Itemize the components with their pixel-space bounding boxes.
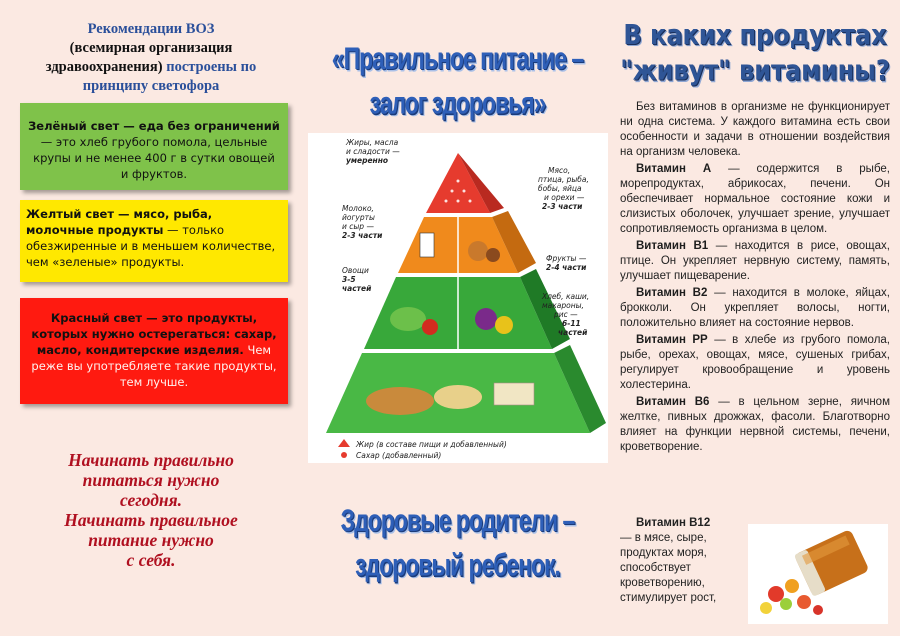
- right-column: [610, 0, 900, 636]
- vitamin-b1-text: — находится в рисе, овощах, птице. Он укрепляет нервную систему, память, улучшает пищеварение.: [620, 240, 890, 282]
- yellow-light-text: — только обезжиренные и в меньшем количестве, чем «зеленые» продукты.: [26, 223, 276, 269]
- legend-fat: Жир (в составе пищи и добавленный): [356, 440, 507, 449]
- call-line: питание нужно: [88, 530, 214, 550]
- vitamin-b1-name: Витамин В1: [636, 240, 709, 252]
- vitamin-b12-text: — в мясе, сыре, продуктах моря, способствует кроветворению, стимулирует рост,: [620, 532, 717, 604]
- vitamin-pp-text: — в хлебе из грубого помола, рыбе, орехах, овощах, мясе, сушеных грибах, регулирует кровообращение и уровень холестерина.: [620, 334, 890, 391]
- slogan-bottom-line: Здоровые родители –: [340, 502, 575, 538]
- red-light-box: [20, 298, 288, 404]
- label-grains: Хлеб, каши, макароны, рис — 6-11 частей: [542, 292, 590, 337]
- who-line-3: построены по принципу светофора: [82, 59, 257, 94]
- vitamins-title: [610, 17, 900, 88]
- who-heading: [20, 20, 282, 96]
- red-light-bold: сахар, масло, кондитерские изделия.: [36, 327, 277, 357]
- legend-sugar: Сахар (добавленный): [356, 451, 442, 460]
- label-meat: Мясо, птица, рыба, бобы, яйца и орехи — 2-3 части: [538, 166, 589, 211]
- vitamin-b1-paragraph: [620, 239, 890, 284]
- green-light-text: — это хлеб грубого помола, цельные крупы и не менее 400 г в сутки овощей и фруктов.: [33, 135, 275, 181]
- slogan-top-line: «Правильное питание –: [331, 40, 584, 76]
- vitamin-a-text: — содержится в рыбе, морепродуктах, абрикосах, печени. Он обеспечивает нормальное состояние кожи и слизистых оболочек, улучшает зрение, улучшает сопротивляемость организма в целом.: [620, 163, 890, 235]
- slogan-top-line: залог здоровья»: [369, 85, 546, 121]
- vitamin-a-name: Витамин А: [636, 163, 712, 175]
- call-line: сегодня.: [119, 490, 183, 510]
- vitamin-b2-paragraph: [620, 286, 890, 331]
- label-fats: Жиры, масла и сладости — умеренно: [346, 138, 400, 165]
- slogan-bottom-line: здоровый ребенок.: [355, 547, 560, 583]
- call-to-action: [20, 450, 282, 570]
- vitamin-b6-name: Витамин В6: [636, 396, 710, 408]
- vitamin-pills-image: [748, 524, 888, 624]
- green-light-box: [20, 103, 288, 190]
- label-fruits: Фрукты — 2-4 части: [546, 254, 587, 272]
- vitamin-pp-name: Витамин РР: [636, 334, 708, 346]
- who-line-1: Рекомендации ВОЗ: [87, 21, 215, 37]
- call-line: Начинать правильно: [68, 450, 234, 470]
- label-dairy: Молоко, йогурты и сыр — 2-3 части: [342, 204, 383, 240]
- label-veg: Овощи 3-5 частей: [342, 266, 372, 293]
- vitamin-b2-text: — находится в молоке, яйцах, брокколи. Он укрепляет волосы, ногти, положительно влияет на состояние нервов.: [620, 287, 890, 329]
- slogan-bottom: [310, 498, 605, 587]
- legend-sugar-icon: [341, 452, 347, 458]
- vitamin-a-paragraph: [620, 162, 890, 237]
- vitamin-b12-name: Витамин В12: [636, 517, 711, 529]
- vitamin-b6-paragraph: [620, 395, 890, 455]
- middle-column: [300, 0, 610, 636]
- vitamin-b12-paragraph: [620, 516, 745, 606]
- food-pyramid-illustration: [308, 133, 608, 463]
- green-light-title: Зелёный свет — еда без ограничений: [28, 119, 280, 133]
- who-line-2: (всемирная организация здравоохранения): [45, 40, 233, 75]
- vitamin-b2-name: Витамин В2: [636, 287, 708, 299]
- vitamins-title-line: В каких продуктах: [623, 18, 887, 51]
- red-light-title: Красный свет — это продукты, которых нужно остерегаться:: [31, 311, 258, 341]
- vitamin-b6-text: — в цельном зерне, яичном желтке, пивных дрожжах, фасоли. Благотворно влияет на функции нервной системы, печени, кроветворение.: [620, 396, 890, 453]
- vitamin-pp-paragraph: [620, 333, 890, 393]
- pill-icon: [768, 586, 784, 602]
- left-column: [0, 0, 300, 636]
- vitamins-intro: Без витаминов в организме не функционирует ни одна система. У каждого витамина есть свои особенности и задачи в отношении воздействия на организм человека.: [620, 101, 890, 158]
- vitamins-body: [620, 100, 890, 457]
- call-line: Начинать правильное: [64, 510, 238, 530]
- yellow-light-title: Желтый свет — мясо, рыба, молочные продукты: [26, 207, 213, 237]
- call-line: с себя.: [126, 550, 176, 570]
- yellow-light-box: [20, 200, 288, 282]
- slogan-top: [310, 36, 605, 125]
- call-line: питаться нужно: [82, 470, 220, 490]
- vitamins-title-line: "живут" витамины?: [620, 54, 890, 87]
- red-light-text: Чем реже вы употребляете такие продукты, тем лучше.: [31, 343, 277, 389]
